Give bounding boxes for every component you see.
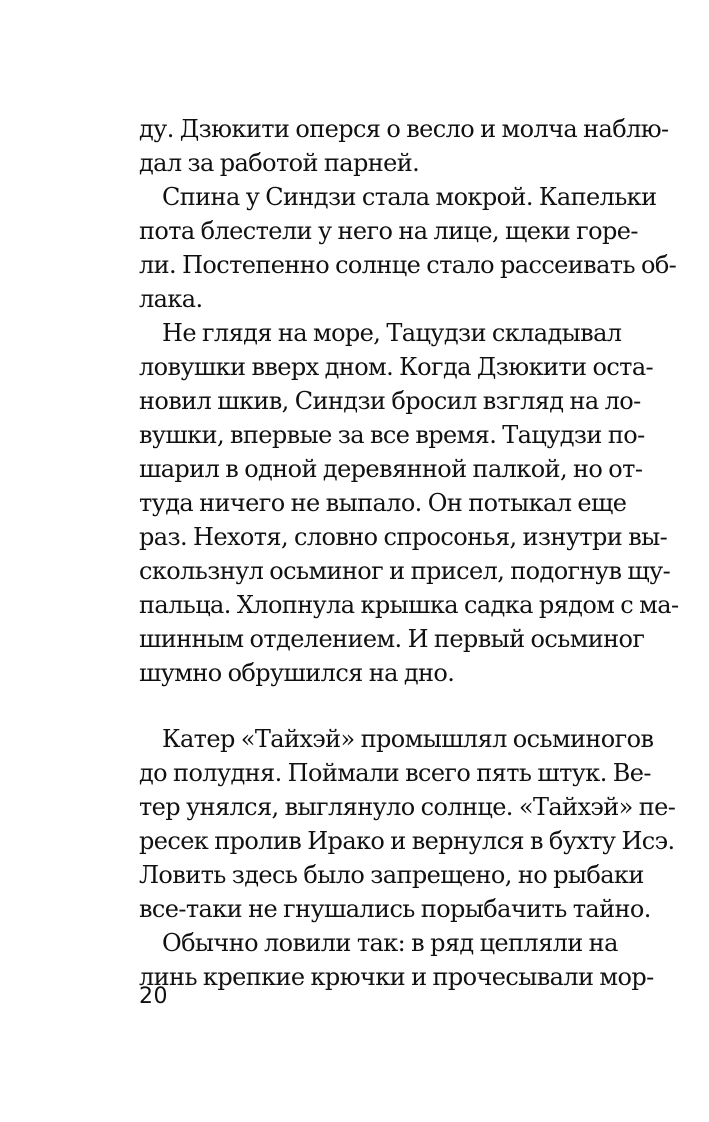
text-line: Не глядя на море, Тацудзи складывал	[162, 319, 622, 347]
text-line: все-таки не гнушались порыбачить тайно.	[139, 895, 651, 923]
text-line: шарил в одной деревянной палкой, но от-	[139, 455, 643, 483]
text-line: шинным отделением. И первый осьминог	[139, 625, 645, 653]
text-line: ли. Постепенно солнце стало рассеивать об-	[139, 251, 677, 279]
text-line: Катер «Тайхэй» промышлял осьминогов	[162, 725, 654, 753]
text-line: Ловить здесь было запрещено, но рыбаки	[139, 861, 644, 889]
text-line: до полудня. Поймали всего пять штук. Ве-	[139, 759, 651, 787]
text-line: новил шкив, Синдзи бросил взгляд на ло-	[139, 387, 641, 415]
text-line: пальца. Хлопнула крышка садка рядом с ма-	[139, 591, 679, 619]
text-line: линь крепкие крючки и прочесывали мор-	[139, 963, 654, 991]
text-line: тер унялся, выглянуло солнце. «Тайхэй» пе-	[139, 793, 676, 821]
text-line: вушки, впервые за все время. Тацудзи по-	[139, 421, 645, 449]
text-line: шумно обрушился на дно.	[139, 659, 455, 687]
text-line: туда ничего не выпало. Он потыкал еще	[139, 489, 627, 517]
text-line: раз. Нехотя, словно спросонья, изнутри вы-	[139, 523, 668, 551]
text-line: дал за работой парней.	[139, 149, 420, 177]
text-line: лака.	[139, 285, 203, 313]
text-line: скользнул осьминог и присел, подогнув щу-	[139, 557, 671, 585]
text-line: ловушки вверх дном. Когда Дзюкити оста-	[139, 353, 654, 381]
text-line: ресек пролив Ирако и вернулся в бухту Исэ.	[139, 827, 675, 855]
text-line: ду. Дзюкити оперся о весло и молча наблю-	[139, 115, 669, 143]
page-number: 20	[139, 984, 168, 1009]
text-line: пота блестели у него на лице, щеки горе-	[139, 217, 638, 245]
text-line: Спина у Синдзи стала мокрой. Капельки	[162, 183, 657, 211]
text-line: Обычно ловили так: в ряд цепляли на	[162, 929, 618, 957]
